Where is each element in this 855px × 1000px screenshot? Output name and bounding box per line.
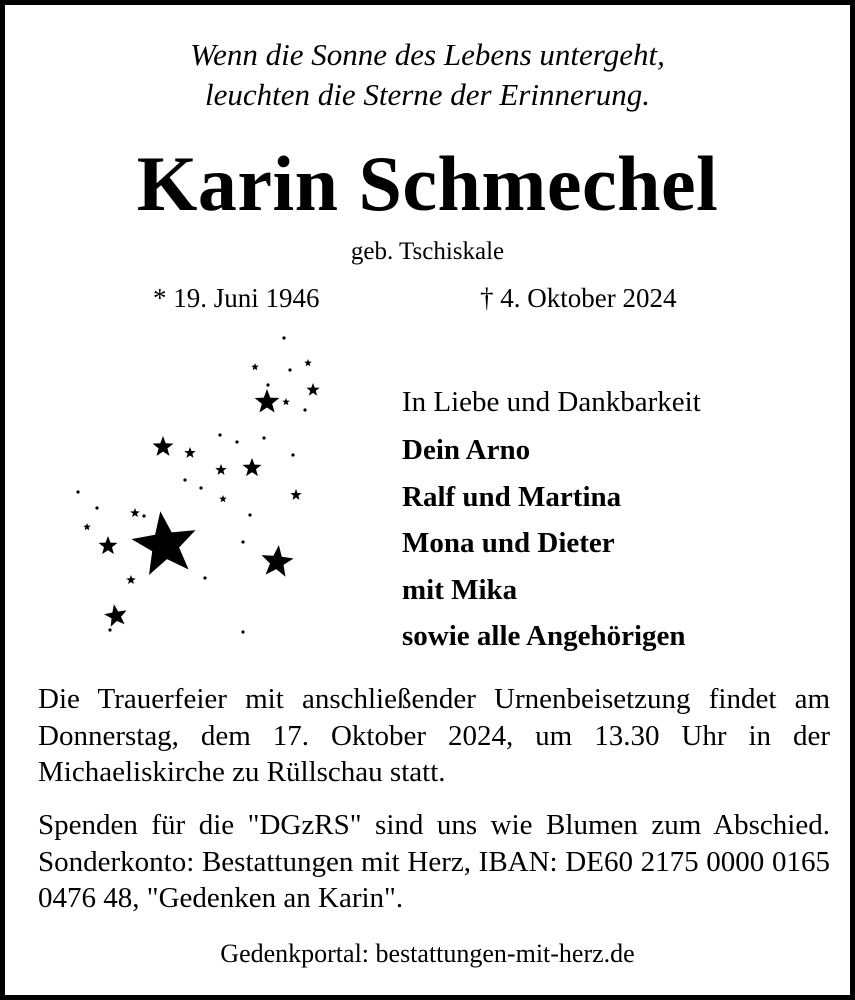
star-shape [262, 545, 294, 577]
star-shape [219, 495, 227, 502]
star-dot [95, 506, 98, 509]
star-dot [183, 478, 186, 481]
star-shape [126, 575, 136, 584]
star-dot [303, 408, 306, 411]
star-shape [215, 464, 226, 475]
star-dot [241, 540, 244, 543]
service-info: Die Trauerfeier mit anschließender Urnenbeisetzung findet am Donnerstag, dem 17. Oktober 2024, um 13.30 Uhr in der Michaeliskirche zu Rüllschau statt. [38, 683, 830, 788]
donation-info: Spenden für die "DGzRS" sind uns wie Blumen zum Abschied. Sonderkonto: Bestattungen mit Herz, IBAN: DE60 2175 0000 0165 0476 48, "Gedenken an Karin". [38, 809, 830, 914]
memorial-portal: Gedenkportal: bestattungen-mit-herz.de [220, 939, 635, 968]
star-dot [262, 436, 265, 439]
birth-name: geb. Tschiskale [350, 238, 505, 265]
mourner-1: Dein Arno [402, 434, 531, 466]
star-shape [99, 536, 118, 554]
star-dot [235, 440, 238, 443]
star-shape [83, 523, 91, 530]
star-dot [241, 630, 244, 633]
death-date: † 4. Oktober 2024 [480, 283, 677, 313]
birth-date: * 19. Juni 1946 [153, 283, 320, 313]
star-dot [248, 513, 251, 516]
star-dot [288, 368, 291, 371]
star-shape [130, 508, 140, 517]
star-shape [306, 383, 319, 396]
star-shape [243, 458, 262, 476]
star-dot [291, 453, 294, 456]
star-shape [290, 489, 301, 500]
star-shape [132, 511, 196, 575]
star-dot [218, 433, 221, 436]
stars-icon [60, 330, 330, 650]
star-dot [142, 514, 145, 517]
motto-line-2: leuchten die Sterne der Erinnerung. [204, 77, 651, 112]
mourners-intro: In Liebe und Dankbarkeit [402, 386, 701, 418]
star-dot [76, 490, 79, 493]
mourners-block [402, 381, 701, 660]
motto-line-1: Wenn die Sonne des Lebens untergeht, [190, 37, 665, 72]
star-shape [184, 447, 195, 458]
star-dot [199, 486, 202, 489]
star-shape [282, 398, 290, 405]
mourner-2: Ralf und Martina [402, 480, 622, 513]
mourner-3: Mona und Dieter [402, 527, 615, 559]
motto [5, 35, 850, 115]
star-shape [304, 359, 312, 366]
deceased-name: Karin Schmechel [136, 140, 719, 227]
star-dot [108, 628, 111, 631]
star-shape [251, 363, 259, 370]
mourner-4: mit Mika [402, 573, 518, 606]
mourner-5: sowie alle Angehörigen [402, 620, 686, 652]
star-shape [104, 604, 127, 627]
star-dot [282, 336, 285, 339]
star-shape [153, 436, 174, 456]
star-dot [266, 383, 269, 386]
star-shape [255, 389, 280, 413]
star-dot [203, 576, 206, 579]
